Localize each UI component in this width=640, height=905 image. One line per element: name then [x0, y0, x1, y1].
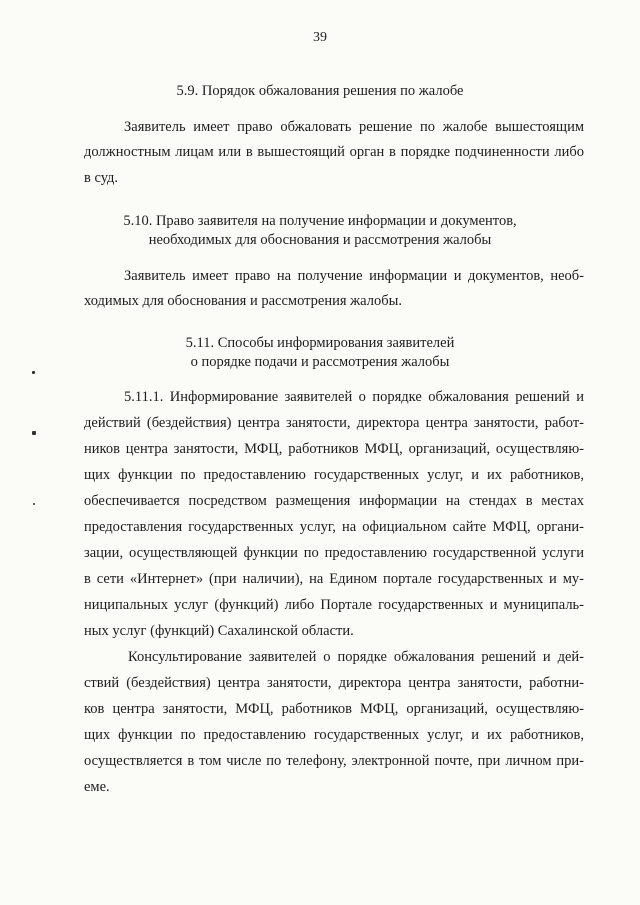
- paragraph-line: щих функции по предоставлению государственных услуг, и их работников,: [84, 467, 584, 483]
- paragraph-line: ных услуг (функций) Сахалинской области.: [84, 623, 354, 639]
- paragraph-line: Заявитель имеет право на получение информации и документов, необ-: [124, 268, 584, 284]
- paragraph-line: ствий (бездействия) центра занятости, директора центра занятости, работни-: [84, 675, 584, 691]
- paragraph-line: ниципальных услуг (функций) либо Портале государственных и муниципаль-: [84, 597, 584, 613]
- scan-speck: [33, 503, 35, 505]
- paragraph-line: предоставления государственных услуг, на официальном сайте МФЦ, органи-: [84, 519, 584, 535]
- paragraph-line: осуществляется в том числе по телефону, электронной почте, при личном при-: [84, 753, 584, 769]
- paragraph-line: щих функции по предоставлению государственных услуг, и их работников,: [84, 727, 584, 743]
- scan-speck: [32, 371, 35, 374]
- paragraph-line: еме.: [84, 779, 110, 795]
- section-heading-5-10: 5.10. Право заявителя на получение информации и документов, необходимых для обоснования и рассмотрения жалобы: [123, 213, 517, 248]
- paragraph-line: в сети «Интернет» (при наличии), на Едином портале государственных и му-: [84, 571, 584, 587]
- page-number: 39: [313, 30, 327, 45]
- paragraph-line: ков центра занятости, МФЦ, работников МФЦ, организаций, осуществляю-: [84, 701, 584, 717]
- paragraph-line: ников центра занятости, МФЦ, работников МФЦ, организаций, осуществляю-: [84, 441, 584, 457]
- paragraph-line: должностным лицам или в вышестоящий орган в порядке подчиненности либо: [84, 144, 584, 160]
- section-heading-5-9: 5.9. Порядок обжалования решения по жалобе: [176, 83, 464, 99]
- paragraph-line: обеспечивается посредством размещения информации на стендах в местах: [84, 493, 584, 509]
- paragraph-line: Консультирование заявителей о порядке обжалования решений и дей-: [128, 649, 584, 665]
- paragraph-line: 5.11.1. Информирование заявителей о порядке обжалования решений и: [124, 389, 584, 405]
- scan-speck: [32, 431, 36, 435]
- section-heading-5-11: 5.11. Способы информирования заявителей о порядке подачи и рассмотрения жалобы: [185, 335, 455, 370]
- paragraph-line: ходимых для обоснования и рассмотрения жалобы.: [84, 293, 402, 309]
- paragraph-line: действий (бездействия) центра занятости, директора центра занятости, работ-: [84, 415, 584, 431]
- paragraph-line: зации, осуществляющей функции по предоставлению государственной услуги: [84, 545, 584, 561]
- paragraph-line: в суд.: [84, 170, 119, 186]
- paragraph-line: Заявитель имеет право обжаловать решение по жалобе вышестоящим: [124, 119, 584, 135]
